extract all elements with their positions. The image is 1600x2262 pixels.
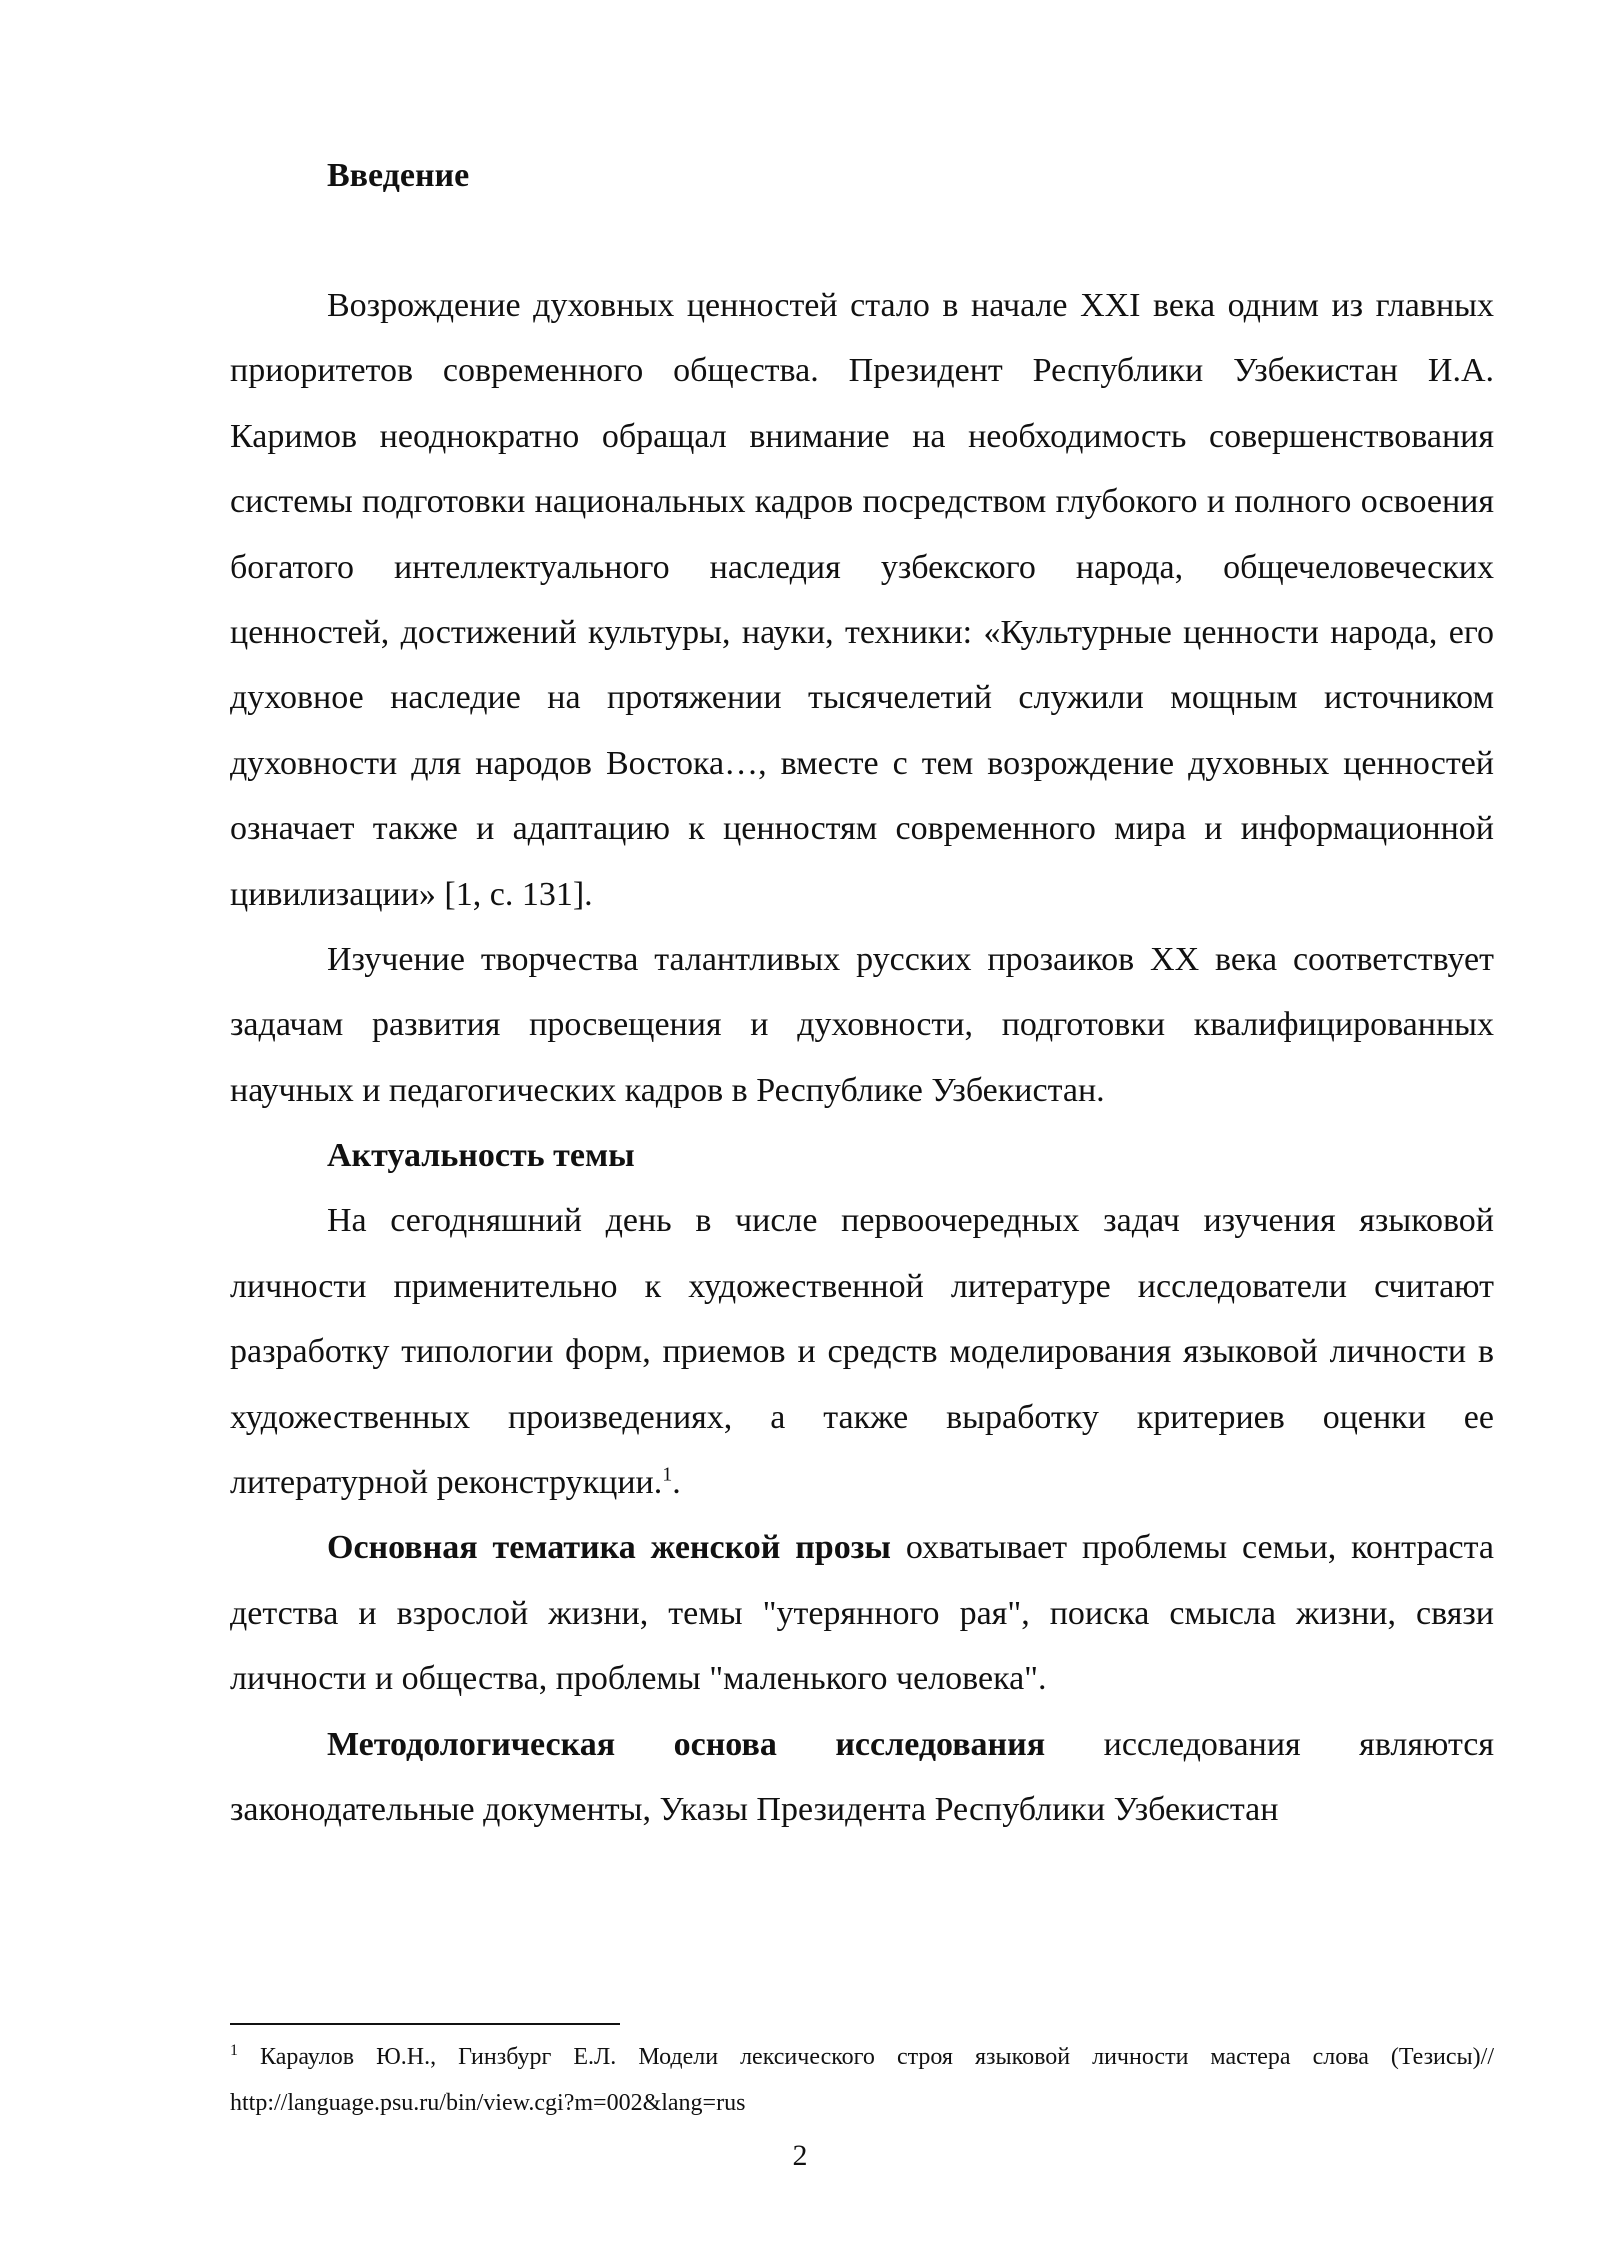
paragraph-relevance-text: На сегодняшний день в числе первоочередных задач изучения языковой личности применительно к художественной литературе исследователи считают разработку типологии форм, приемов и средств моделирования языковой личности в художественных произведениях, а также выработку критериев оценки ее литературной реконструкции. bbox=[230, 1202, 1494, 1501]
themes-text: охватывает проблемы семьи, контраста детства и взрослой жизни, темы "утерянного рая", поиска смысла жизни, связи личности и общества, проблемы "маленького человека". bbox=[230, 1529, 1494, 1698]
page-number: 2 bbox=[792, 2139, 808, 2172]
footnote-text: Караулов Ю.Н., Гинзбург Е.Л. Модели лексического строя языковой личности мастера слова (Тезисы)// http://language.psu.ru/bin/view.cgi?m=002&lang=rus bbox=[230, 2044, 1494, 2116]
paragraph-themes bbox=[230, 1515, 1494, 1711]
paragraph-relevance bbox=[230, 1188, 1494, 1515]
paragraph-revival: Возрождение духовных ценностей стало в начале XXI века одним из главных приоритетов современного общества. Президент Республики Узбекистан И.А. Каримов неоднократно обращал внимание на необходимость совершенствования системы подготовки национальных кадров посредством глубокого и полного освоения богатого интеллектуального наследия узбекского народа, общечеловеческих ценностей, достижений культуры, науки, техники: «Культурные ценности народа, его духовное наследие на протяжении тысячелетий служили мощным источником духовности для народов Востока…, вместе с тем возрождение духовных ценностей означает также и адаптацию к ценностям современного мира и информационной цивилизации» [1, с. 131]. bbox=[230, 287, 1494, 913]
heading-introduction: Введение bbox=[327, 157, 470, 194]
footnote-reference: 1 bbox=[662, 1463, 673, 1486]
heading-relevance: Актуальность темы bbox=[327, 1137, 635, 1175]
intro-heading-block bbox=[230, 143, 1494, 208]
paragraph-methodology bbox=[230, 1712, 1494, 1843]
methodology-text: исследования являются законодательные документы, Указы Президента Республики Узбекистан bbox=[230, 1725, 1494, 1828]
footnote-number: 1 bbox=[230, 2042, 238, 2059]
footnote bbox=[230, 2034, 1494, 2126]
body-text bbox=[230, 273, 1494, 1842]
paragraph-relevance-end: . bbox=[672, 1463, 681, 1501]
paragraph-study: Изучение творчества талантливых русских прозаиков XX века соответствует задачам развития просвещения и духовности, подготовки квалифицированных научных и педагогических кадров в Республике Узбекистан. bbox=[230, 941, 1494, 1109]
themes-bold-lead: Основная тематика женской прозы bbox=[327, 1529, 891, 1567]
methodology-bold-lead: Методологическая основа исследования bbox=[327, 1725, 1046, 1763]
footnote-separator bbox=[230, 2023, 620, 2025]
